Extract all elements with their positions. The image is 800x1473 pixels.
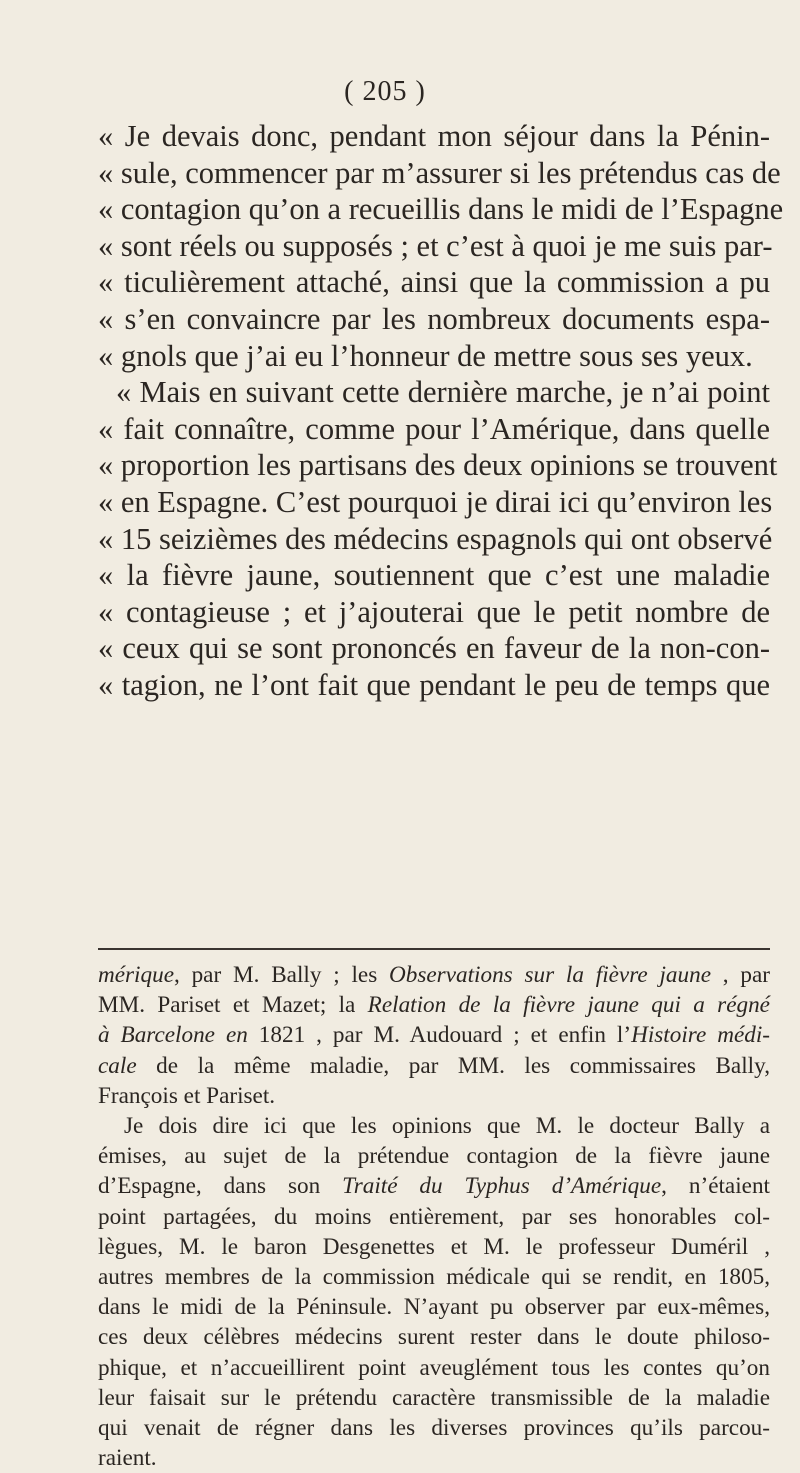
text-line: « ticulièrement attaché, ainsi que la commission a pu	[98, 265, 770, 300]
footnote	[98, 960, 770, 1473]
text-line: « sule, commencer par m’assurer si les prétendus cas de	[98, 155, 781, 190]
footnote-line: d’Espagne, dans son Traité du Typhus d’Amérique, n’étaient	[98, 1173, 770, 1200]
text-line: « gnols que j’ai eu l’honneur de mettre sous ses yeux.	[98, 338, 753, 373]
footnote-divider	[98, 948, 770, 950]
footnote-line: raient.	[98, 1445, 157, 1472]
footnote-line: François et Pariset.	[98, 1082, 276, 1109]
text-line: « 15 seizièmes des médecins espagnols qui ont observé	[98, 521, 773, 556]
text-line: « la fièvre jaune, soutiennent que c’est une maladie	[98, 558, 770, 593]
footnote-line: ces deux célèbres médecins surent rester dans le doute philoso-	[98, 1324, 770, 1351]
footnote-line: mérique, par M. Bally ; les Observations sur la fièvre jaune , par	[98, 962, 770, 988]
footnote-line: leur faisait sur le prétendu caractère transmissible de la maladie	[98, 1384, 770, 1411]
text-line: « proportion les partisans des deux opinions se trouvent	[98, 448, 778, 483]
footnote-line: qui venait de régner dans les diverses provinces qu’ils parcou-	[98, 1415, 770, 1442]
text-line: « contagion qu’on a recueillis dans le midi de l’Espagne	[98, 192, 784, 227]
footnote-italic: Relation de la fièvre jaune qui a régné	[367, 992, 770, 1019]
text-line: « en Espagne. C’est pourquoi je dirai ici qu’environ les	[98, 484, 773, 519]
footnote-line: émises, au sujet de la prétendue contagion de la fièvre jaune	[98, 1143, 770, 1170]
footnote-italic: à Barcelone en	[98, 1022, 248, 1049]
footnote-line: point partagées, du moins entièrement, par ses honorables col-	[98, 1203, 770, 1230]
text-line: « s’en convaincre par les nombreux documents espa-	[98, 301, 770, 336]
text-line: « contagieuse ; et j’ajouterai que le petit nombre de	[98, 594, 770, 629]
footnote-line: cale de la même maladie, par MM. les commissaires Bally,	[98, 1052, 770, 1079]
text-line: « tagion, ne l’ont fait que pendant le peu de temps que	[98, 667, 770, 702]
text-line: « sont réels ou supposés ; et c’est à quoi je me suis par-	[98, 228, 773, 263]
text-line: « Je devais donc, pendant mon séjour dans la Pénin-	[98, 119, 770, 153]
footnote-line: dans le midi de la Péninsule. N’ayant pu observer par eux-mêmes,	[98, 1294, 770, 1321]
text-line: « Mais en suivant cette dernière marche, je n’ai point	[116, 375, 770, 410]
footnote-italic: mérique	[98, 962, 174, 988]
footnote-italic: Histoire médi-	[631, 1022, 770, 1049]
footnote-italic: Observations sur la fièvre jaune	[389, 962, 711, 988]
footnote-italic: Traité du Typhus d’Amérique	[342, 1173, 662, 1200]
footnote-line: MM. Pariset et Mazet; la Relation de la fièvre jaune qui a régné	[98, 992, 770, 1019]
main-text	[98, 118, 784, 704]
text-line: « ceux qui se sont prononcés en faveur de la non-con-	[98, 631, 770, 666]
footnote-line: autres membres de la commission médicale qui se rendit, en 1805,	[98, 1264, 770, 1291]
footnote-line: Je dois dire ici que les opinions que M. le docteur Bally a	[124, 1113, 770, 1140]
footnote-line: lègues, M. le baron Desgenettes et M. le professeur Duméril ,	[98, 1233, 770, 1260]
footnote-line: phique, et n’accueillirent point aveuglément tous les contes qu’on	[98, 1354, 770, 1381]
footnote-italic: cale	[98, 1052, 137, 1079]
page-number: ( 205 )	[344, 76, 426, 107]
text-line: « fait connaître, comme pour l’Amérique, dans quelle	[98, 411, 770, 446]
footnote-line: à Barcelone en 1821 , par M. Audouard ; et enfin l’Histoire médi-	[98, 1022, 770, 1049]
